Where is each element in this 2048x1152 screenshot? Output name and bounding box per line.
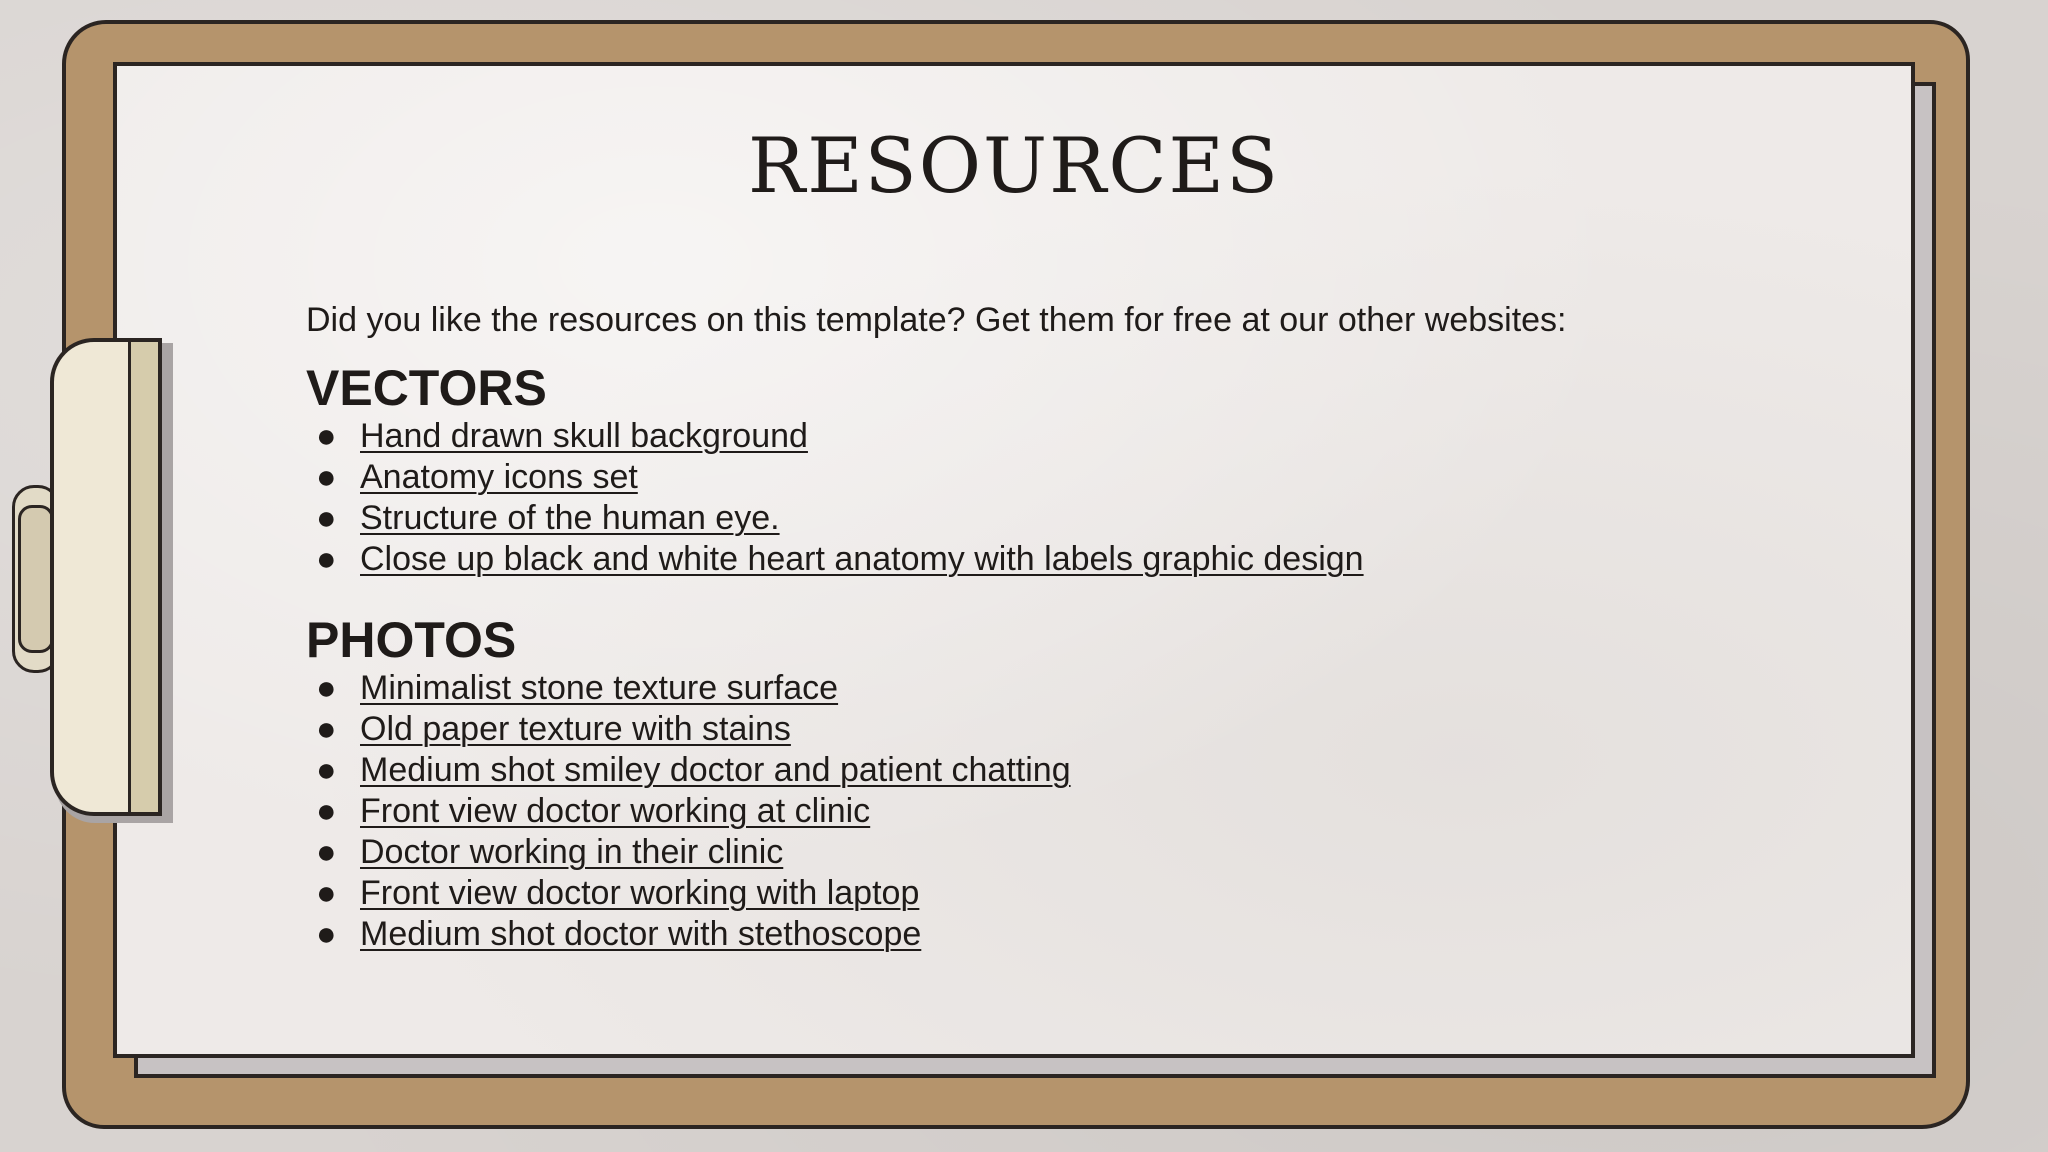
vector-link-skull-background[interactable]: Hand drawn skull background (360, 417, 808, 455)
clipboard-clip (50, 338, 162, 816)
photo-link-doctor-clinic-front[interactable]: Front view doctor working at clinic (360, 792, 871, 830)
bullet-icon: ● (316, 710, 337, 748)
bullet-icon: ● (316, 499, 337, 537)
list-item (306, 791, 1806, 832)
list-item (306, 668, 1806, 709)
bullet-icon: ● (316, 792, 337, 830)
slide-title: RESOURCES (747, 121, 1281, 210)
bullet-icon: ● (316, 669, 337, 707)
photo-link-old-paper[interactable]: Old paper texture with stains (360, 710, 791, 748)
bullet-icon: ● (316, 915, 337, 953)
bullet-icon: ● (316, 417, 337, 455)
photo-link-doctor-patient[interactable]: Medium shot smiley doctor and patient chatting (360, 751, 1071, 789)
bullet-icon: ● (316, 874, 337, 912)
photo-link-doctor-clinic[interactable]: Doctor working in their clinic (360, 833, 784, 871)
list-item (306, 416, 1806, 457)
list-item (306, 873, 1806, 914)
vector-link-human-eye[interactable]: Structure of the human eye. (360, 499, 780, 537)
bullet-icon: ● (316, 833, 337, 871)
resources-content (306, 292, 1806, 987)
bullet-icon: ● (316, 540, 337, 578)
bullet-icon: ● (316, 751, 337, 789)
list-item (306, 914, 1806, 955)
list-item (306, 832, 1806, 873)
clip-knob-inner (18, 505, 54, 653)
vectors-list (306, 416, 1806, 580)
photos-heading: PHOTOS (306, 612, 517, 668)
intro-text: Did you like the resources on this template? Get them for free at our other websites: (306, 301, 1567, 339)
bullet-icon: ● (316, 458, 337, 496)
vector-link-heart-anatomy[interactable]: Close up black and white heart anatomy with labels graphic design (360, 540, 1364, 578)
clip-strip (128, 342, 158, 812)
list-item (306, 750, 1806, 791)
list-item (306, 709, 1806, 750)
photo-link-stone-texture[interactable]: Minimalist stone texture surface (360, 669, 839, 707)
photo-link-doctor-laptop[interactable]: Front view doctor working with laptop (360, 874, 920, 912)
photo-link-doctor-stethoscope[interactable]: Medium shot doctor with stethoscope (360, 915, 922, 953)
vector-link-anatomy-icons[interactable]: Anatomy icons set (360, 458, 638, 496)
list-item (306, 498, 1806, 539)
list-item (306, 539, 1806, 580)
list-item (306, 457, 1806, 498)
vectors-heading: VECTORS (306, 360, 547, 416)
photos-list (306, 668, 1806, 955)
